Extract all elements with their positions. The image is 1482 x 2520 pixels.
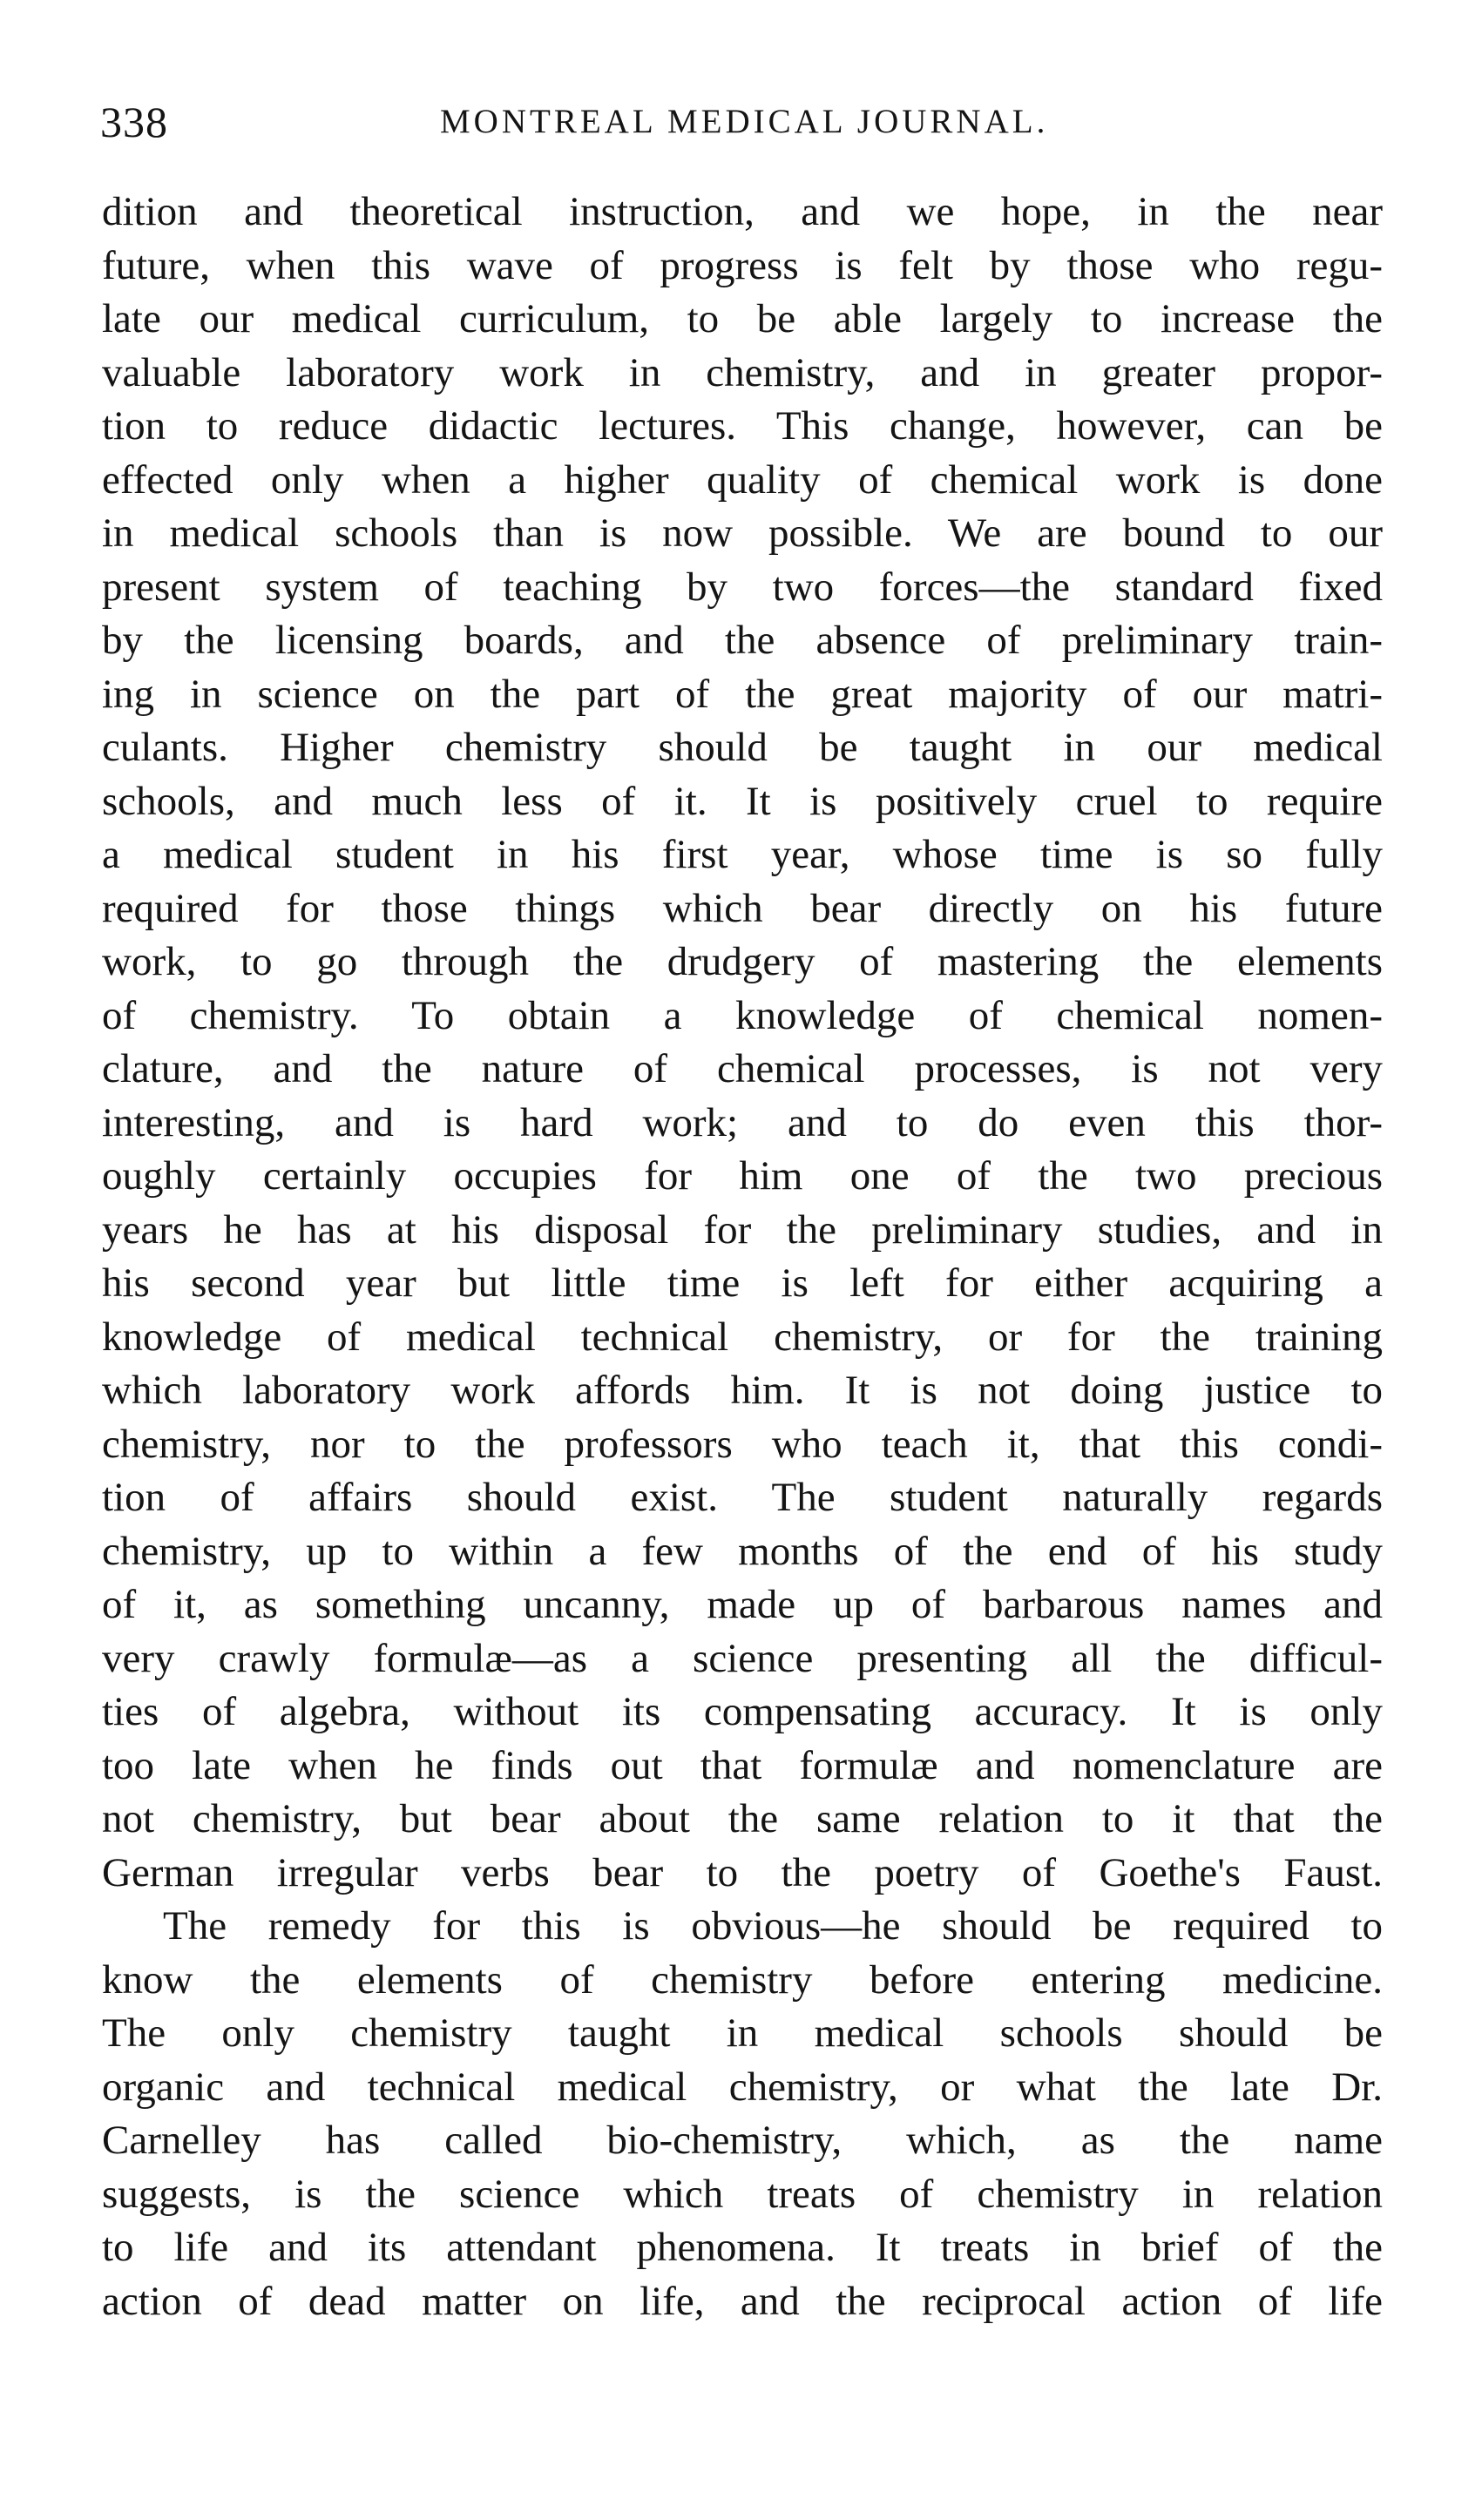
text-line: know the elements of chemistry before entering medicine. [102,1956,1383,2003]
text-line: present system of teaching by two forces—the standard fixed [102,564,1383,610]
text-line: dition and theoretical instruction, and we hope, in the near [102,189,1383,234]
text-line: years he has at his disposal for the preliminary studies, and in [102,1206,1383,1253]
text-line: action of dead matter on life, and the reciprocal action of life [102,2278,1383,2324]
text-line: ties of algebra, without its compensating accuracy. It is only [102,1689,1383,1734]
text-line: German irregular verbs bear to the poetry of Goethe's Faust. [102,1849,1383,1895]
text-line: suggests, is the science which treats of chemistry in relation [102,2171,1383,2217]
text-line: interesting, and is hard work; and to do even this thor- [102,1099,1383,1145]
text-line: knowledge of medical technical chemistry, or for the training [102,1314,1383,1360]
text-line: required for those things which bear directly on his future [102,885,1383,931]
text-line: chemistry, up to within a few months of the end of his study [102,1528,1383,1574]
text-line: ing in science on the part of the great majority of our matri- [102,671,1383,717]
text-line: valuable laboratory work in chemistry, and in greater propor- [102,349,1383,395]
text-line: tion to reduce didactic lectures. This change, however, can be [102,403,1383,449]
text-line: future, when this wave of progress is felt by those who regu- [102,242,1383,288]
text-line: by the licensing boards, and the absence of preliminary train- [102,618,1383,663]
text-line: culants. Higher chemistry should be taught in our medical [102,725,1383,770]
text-line: clature, and the nature of chemical processes, is not very [102,1046,1383,1091]
text-line: not chemistry, but bear about the same relation to it that the [102,1796,1383,1841]
text-line: his second year but little time is left for either acquiring a [102,1260,1383,1306]
text-line: effected only when a higher quality of chemical work is done [102,456,1383,503]
text-line: very crawly formulæ—as a science presenting all the difficul- [102,1635,1383,1681]
text-line: Carnelley has called bio-chemistry, which, as the name [102,2118,1383,2163]
journal-title: MONTREAL MEDICAL JOURNAL. [440,103,1049,140]
text-line: late our medical curriculum, to be able largely to increase the [102,296,1383,341]
text-line: in medical schools than is now possible. We are bound to our [102,510,1383,556]
body-text [102,186,1383,2328]
text-line: a medical student in his first year, whose time is so fully [102,832,1383,877]
text-line: work, to go through the drudgery of mastering the elements [102,939,1383,984]
text-line: chemistry, nor to the professors who teach it, that this condi- [102,1421,1383,1467]
text-line: too late when he finds out that formulæ and nomenclature are [102,1742,1383,1788]
text-line: of chemistry. To obtain a knowledge of chemical nomen- [102,992,1383,1038]
running-head [0,87,1482,157]
text-line: organic and technical medical chemistry, or what the late Dr. [102,2064,1383,2110]
text-line: to life and its attendant phenomena. It treats in brief of the [102,2225,1383,2270]
paragraph-first-line: The remedy for this is obvious—he should be required to [163,1903,1383,1949]
text-line: which laboratory work affords him. It is not doing justice to [102,1368,1383,1413]
text-line: of it, as something uncanny, made up of barbarous names and [102,1582,1383,1627]
page-number: 338 [100,98,168,146]
text-line: oughly certainly occupies for him one of the two precious [102,1153,1383,1199]
text-line: tion of affairs should exist. The student naturally regards [102,1475,1383,1520]
text-line: The only chemistry taught in medical schools should be [102,2010,1383,2056]
text-line: schools, and much less of it. It is positively cruel to require [102,778,1383,824]
